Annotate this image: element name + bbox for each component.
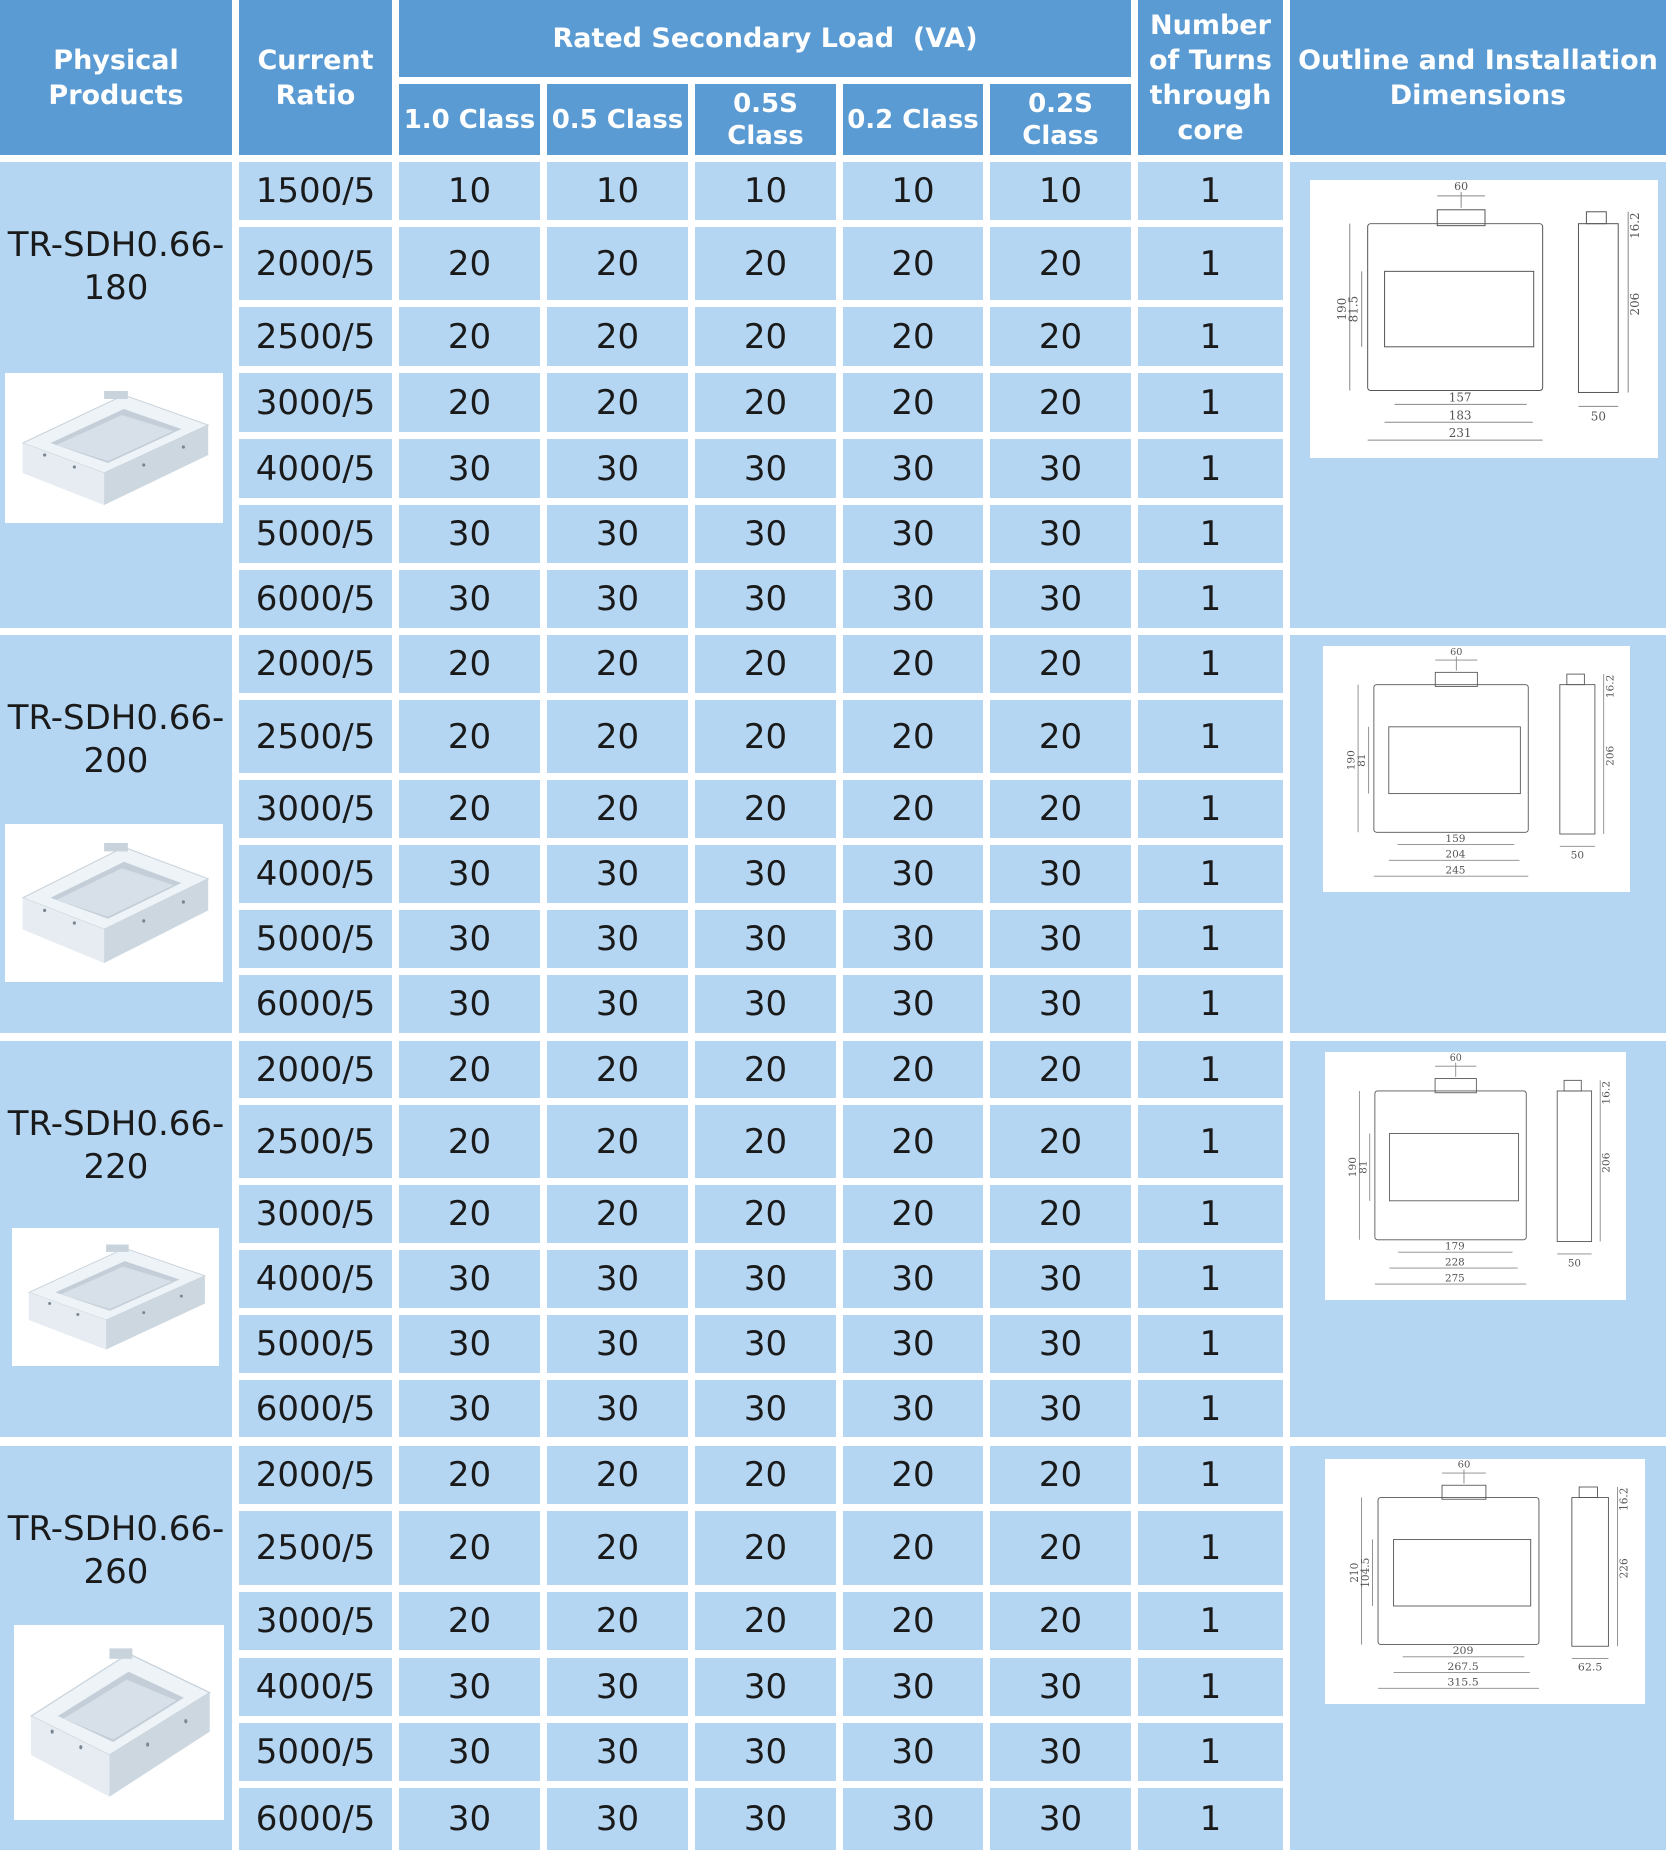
load-cell: 30 [843, 910, 983, 968]
load-cell: 30 [399, 845, 540, 903]
load-cell: 20 [399, 635, 540, 693]
header-text-line: 0.5S [733, 88, 798, 119]
load-cell: 30 [843, 439, 983, 498]
svg-text:179: 179 [1445, 1240, 1465, 1253]
current-ratio-cell: 2000/5 [239, 635, 392, 693]
load-cell: 30 [547, 505, 688, 563]
turns-cell: 1 [1138, 1592, 1283, 1650]
load-cell: 20 [843, 1041, 983, 1098]
load-cell: 20 [399, 1041, 540, 1098]
load-cell: 30 [990, 975, 1131, 1033]
load-cell: 30 [695, 570, 836, 628]
product-name [0, 224, 232, 310]
load-cell: 30 [547, 1723, 688, 1781]
header-text-line: Outline and Installation [1298, 44, 1658, 76]
load-cell: 30 [843, 1658, 983, 1716]
current-ratio-cell: 3000/5 [239, 1185, 392, 1243]
load-cell: 30 [990, 1723, 1131, 1781]
load-cell: 30 [695, 1723, 836, 1781]
svg-text:190: 190 [1347, 1157, 1359, 1178]
load-cell: 20 [695, 307, 836, 366]
svg-text:60: 60 [1450, 646, 1463, 658]
load-cell: 20 [990, 227, 1131, 300]
current-ratio-cell: 3000/5 [239, 780, 392, 838]
current-ratio-cell: 5000/5 [239, 910, 392, 968]
current-ratio-cell: 2000/5 [239, 1446, 392, 1504]
header-class-4 [990, 84, 1131, 155]
product-name-line: 200 [83, 741, 149, 781]
load-cell: 20 [695, 1446, 836, 1504]
header-text-line: Physical [53, 44, 179, 76]
load-cell: 20 [843, 373, 983, 432]
product-name-line: TR-SDH0.66- [7, 225, 225, 265]
load-cell: 30 [843, 845, 983, 903]
load-cell: 20 [990, 1105, 1131, 1178]
svg-text:16.2: 16.2 [1628, 212, 1643, 239]
turns-cell: 1 [1138, 1250, 1283, 1308]
load-cell: 20 [695, 1592, 836, 1650]
turns-cell: 1 [1138, 1041, 1283, 1098]
load-cell: 30 [990, 910, 1131, 968]
header-rated-secondary-load [399, 0, 1131, 77]
load-cell: 20 [547, 1592, 688, 1650]
current-ratio-cell: 3000/5 [239, 373, 392, 432]
header-text-line: Class [727, 120, 804, 151]
load-cell: 20 [547, 307, 688, 366]
load-cell: 30 [843, 975, 983, 1033]
turns-cell: 1 [1138, 910, 1283, 968]
load-cell: 20 [695, 227, 836, 300]
product-name-line: 260 [83, 1552, 149, 1592]
turns-cell: 1 [1138, 975, 1283, 1033]
svg-text:50: 50 [1590, 409, 1606, 424]
product-name [0, 697, 232, 783]
svg-text:16.2: 16.2 [1600, 1080, 1613, 1105]
svg-text:206: 206 [1600, 1152, 1613, 1173]
product-name-line: 220 [83, 1147, 149, 1187]
load-cell: 20 [695, 373, 836, 432]
load-cell: 20 [990, 1446, 1131, 1504]
turns-cell: 1 [1138, 1446, 1283, 1504]
load-cell: 30 [399, 505, 540, 563]
turns-cell: 1 [1138, 1511, 1283, 1585]
svg-text:315.5: 315.5 [1447, 1675, 1479, 1689]
load-cell: 30 [695, 1658, 836, 1716]
load-cell: 30 [399, 1315, 540, 1373]
current-ratio-cell: 1500/5 [239, 162, 392, 220]
current-ratio-cell: 2500/5 [239, 1105, 392, 1178]
load-cell: 20 [843, 1511, 983, 1585]
load-cell: 30 [843, 1788, 983, 1850]
turns-cell: 1 [1138, 635, 1283, 693]
load-cell: 20 [843, 635, 983, 693]
load-cell: 30 [547, 1315, 688, 1373]
load-cell: 20 [990, 1511, 1131, 1585]
load-cell: 20 [843, 1185, 983, 1243]
load-cell: 20 [695, 1511, 836, 1585]
current-ratio-cell: 2000/5 [239, 1041, 392, 1098]
load-cell: 20 [843, 1105, 983, 1178]
header-text-line: of Turns [1149, 44, 1272, 76]
svg-text:190: 190 [1334, 297, 1349, 321]
load-cell: 20 [695, 1041, 836, 1098]
load-cell: 30 [990, 570, 1131, 628]
load-cell: 30 [547, 1658, 688, 1716]
header-text-line: Current [257, 44, 374, 76]
load-cell: 30 [695, 845, 836, 903]
load-cell: 20 [547, 1105, 688, 1178]
turns-cell: 1 [1138, 1788, 1283, 1850]
load-cell: 20 [399, 1511, 540, 1585]
turns-cell: 1 [1138, 373, 1283, 432]
svg-text:245: 245 [1445, 864, 1466, 877]
load-cell: 20 [843, 227, 983, 300]
header-text-line: 0.2 Class [847, 104, 979, 135]
header-text-line: 0.5 Class [551, 104, 684, 135]
header-text [257, 43, 373, 113]
product-name [0, 1508, 232, 1594]
current-transformer-photo [14, 1625, 224, 1820]
load-cell: 20 [843, 700, 983, 773]
load-cell: 30 [399, 975, 540, 1033]
load-cell: 30 [990, 1788, 1131, 1850]
svg-text:209: 209 [1452, 1644, 1474, 1658]
load-cell: 20 [843, 780, 983, 838]
header-text-line: 0.2S [1028, 88, 1093, 119]
svg-text:157: 157 [1448, 390, 1472, 405]
load-cell: 20 [547, 1446, 688, 1504]
header-number-of-turns [1138, 0, 1283, 155]
current-ratio-cell: 3000/5 [239, 1592, 392, 1650]
load-cell: 30 [399, 439, 540, 498]
current-ratio-cell: 4000/5 [239, 1658, 392, 1716]
turns-cell: 1 [1138, 845, 1283, 903]
load-cell: 30 [695, 505, 836, 563]
load-cell: 20 [547, 1511, 688, 1585]
load-cell: 20 [843, 1592, 983, 1650]
svg-text:210: 210 [1347, 1562, 1361, 1583]
svg-text:159: 159 [1445, 832, 1466, 845]
turns-cell: 1 [1138, 1723, 1283, 1781]
header-physical-products [0, 0, 232, 155]
svg-text:204: 204 [1445, 848, 1466, 861]
current-ratio-cell: 5000/5 [239, 1723, 392, 1781]
svg-text:206: 206 [1604, 745, 1617, 766]
load-cell: 20 [399, 227, 540, 300]
load-cell: 20 [990, 700, 1131, 773]
load-cell: 20 [399, 700, 540, 773]
load-cell: 10 [399, 162, 540, 220]
header-text-line: Class [1022, 120, 1099, 151]
load-cell: 30 [990, 505, 1131, 563]
turns-cell: 1 [1138, 1185, 1283, 1243]
load-cell: 30 [695, 1250, 836, 1308]
header-text [1022, 88, 1099, 152]
svg-text:226: 226 [1617, 1558, 1631, 1579]
load-cell: 20 [990, 373, 1131, 432]
svg-text:16.2: 16.2 [1617, 1487, 1631, 1511]
header-text [48, 43, 183, 113]
turns-cell: 1 [1138, 1658, 1283, 1716]
header-text-line: 1.0 Class [403, 104, 536, 135]
outline-drawing [1325, 1459, 1645, 1704]
load-cell: 10 [843, 162, 983, 220]
svg-text:228: 228 [1445, 1256, 1465, 1269]
svg-text:206: 206 [1628, 292, 1643, 316]
load-cell: 20 [843, 1446, 983, 1504]
load-cell: 30 [990, 1250, 1131, 1308]
svg-text:16.2: 16.2 [1604, 674, 1617, 699]
load-cell: 30 [547, 910, 688, 968]
header-text [847, 104, 979, 136]
load-cell: 30 [547, 439, 688, 498]
load-cell: 20 [399, 1446, 540, 1504]
current-ratio-cell: 6000/5 [239, 1380, 392, 1437]
load-cell: 30 [843, 1380, 983, 1437]
svg-text:62.5: 62.5 [1577, 1660, 1603, 1674]
load-cell: 30 [695, 1788, 836, 1850]
load-cell: 30 [695, 910, 836, 968]
load-cell: 30 [399, 1788, 540, 1850]
header-text [1298, 43, 1658, 113]
header-text-line: Ratio [275, 79, 356, 111]
load-cell: 20 [547, 780, 688, 838]
header-class-0 [399, 84, 540, 155]
load-cell: 30 [990, 1658, 1131, 1716]
header-class-2 [695, 84, 836, 155]
outline-drawing [1323, 646, 1630, 892]
turns-cell: 1 [1138, 1380, 1283, 1437]
load-cell: 20 [547, 1041, 688, 1098]
load-cell: 20 [990, 1041, 1131, 1098]
load-cell: 20 [547, 227, 688, 300]
load-cell: 20 [990, 780, 1131, 838]
load-cell: 30 [990, 845, 1131, 903]
load-cell: 30 [695, 439, 836, 498]
current-ratio-cell: 5000/5 [239, 505, 392, 563]
turns-cell: 1 [1138, 570, 1283, 628]
load-cell: 30 [695, 975, 836, 1033]
load-cell: 20 [990, 1592, 1131, 1650]
load-cell: 30 [843, 570, 983, 628]
turns-cell: 1 [1138, 780, 1283, 838]
product-name [0, 1103, 232, 1189]
outline-drawing [1310, 180, 1658, 458]
load-cell: 30 [547, 1250, 688, 1308]
load-cell: 30 [695, 1380, 836, 1437]
load-cell: 30 [547, 1788, 688, 1850]
load-cell: 30 [547, 1380, 688, 1437]
load-cell: 20 [695, 1185, 836, 1243]
load-cell: 10 [990, 162, 1131, 220]
load-cell: 30 [990, 1380, 1131, 1437]
svg-text:183: 183 [1448, 408, 1472, 423]
product-name-line: TR-SDH0.66- [7, 1104, 225, 1144]
load-cell: 30 [399, 1380, 540, 1437]
load-cell: 30 [547, 570, 688, 628]
header-text-line: through [1149, 79, 1272, 111]
load-cell: 10 [547, 162, 688, 220]
header-text: Rated Secondary Load (VA) [552, 23, 978, 54]
svg-text:81: 81 [1357, 1160, 1370, 1174]
load-cell: 30 [547, 975, 688, 1033]
svg-text:231: 231 [1448, 426, 1472, 441]
current-ratio-cell: 4000/5 [239, 1250, 392, 1308]
load-cell: 20 [547, 373, 688, 432]
turns-cell: 1 [1138, 307, 1283, 366]
load-cell: 20 [695, 700, 836, 773]
svg-text:104.5: 104.5 [1358, 1557, 1372, 1588]
load-cell: 30 [399, 1658, 540, 1716]
load-cell: 30 [990, 1315, 1131, 1373]
turns-cell: 1 [1138, 227, 1283, 300]
load-cell: 10 [695, 162, 836, 220]
product-name-line: TR-SDH0.66- [7, 1509, 225, 1549]
header-text-line: Number [1150, 9, 1271, 41]
load-cell: 20 [547, 635, 688, 693]
header-text [727, 88, 804, 152]
current-transformer-photo [12, 1228, 219, 1366]
load-cell: 20 [843, 307, 983, 366]
current-ratio-cell: 5000/5 [239, 1315, 392, 1373]
load-cell: 20 [990, 307, 1131, 366]
turns-cell: 1 [1138, 505, 1283, 563]
header-text-line: Dimensions [1389, 79, 1567, 111]
current-ratio-cell: 6000/5 [239, 975, 392, 1033]
load-cell: 20 [399, 780, 540, 838]
load-cell: 20 [547, 1185, 688, 1243]
turns-cell: 1 [1138, 700, 1283, 773]
load-cell: 30 [399, 1723, 540, 1781]
load-cell: 30 [843, 505, 983, 563]
current-ratio-cell: 2500/5 [239, 307, 392, 366]
load-cell: 30 [695, 1315, 836, 1373]
header-text-line: Products [48, 79, 184, 111]
current-transformer-photo [5, 824, 223, 982]
svg-text:81.5: 81.5 [1346, 295, 1361, 323]
turns-cell: 1 [1138, 162, 1283, 220]
svg-text:50: 50 [1567, 1257, 1581, 1270]
product-name-line: 180 [83, 268, 149, 308]
load-cell: 30 [399, 910, 540, 968]
header-text [552, 104, 684, 136]
load-cell: 30 [547, 845, 688, 903]
load-cell: 30 [843, 1723, 983, 1781]
load-cell: 20 [547, 700, 688, 773]
current-ratio-cell: 4000/5 [239, 845, 392, 903]
svg-text:275: 275 [1445, 1272, 1465, 1285]
turns-cell: 1 [1138, 1315, 1283, 1373]
svg-text:60: 60 [1454, 180, 1469, 193]
current-ratio-cell: 2500/5 [239, 1511, 392, 1585]
load-cell: 20 [990, 635, 1131, 693]
load-cell: 30 [399, 570, 540, 628]
load-cell: 20 [695, 780, 836, 838]
header-current-ratio [239, 0, 392, 155]
load-cell: 20 [399, 1105, 540, 1178]
load-cell: 20 [695, 635, 836, 693]
load-cell: 30 [843, 1315, 983, 1373]
load-cell: 20 [399, 1185, 540, 1243]
load-cell: 20 [695, 1105, 836, 1178]
header-text-line: core [1177, 114, 1244, 146]
load-cell: 20 [399, 1592, 540, 1650]
load-cell: 30 [990, 439, 1131, 498]
header-class-1 [547, 84, 688, 155]
turns-cell: 1 [1138, 1105, 1283, 1178]
header-text [404, 104, 536, 136]
load-cell: 20 [399, 373, 540, 432]
load-cell: 30 [843, 1250, 983, 1308]
current-ratio-cell: 2500/5 [239, 700, 392, 773]
current-ratio-cell: 2000/5 [239, 227, 392, 300]
outline-drawing [1325, 1052, 1626, 1300]
svg-text:81: 81 [1356, 753, 1369, 767]
turns-cell: 1 [1138, 439, 1283, 498]
current-ratio-cell: 6000/5 [239, 570, 392, 628]
current-ratio-cell: 4000/5 [239, 439, 392, 498]
svg-text:60: 60 [1457, 1459, 1471, 1471]
svg-text:60: 60 [1449, 1052, 1462, 1064]
current-transformer-photo [5, 373, 223, 523]
svg-text:50: 50 [1570, 849, 1585, 862]
current-ratio-cell: 6000/5 [239, 1788, 392, 1850]
load-cell: 30 [399, 1250, 540, 1308]
product-name-line: TR-SDH0.66- [7, 698, 225, 738]
header-text [1149, 8, 1272, 148]
svg-text:190: 190 [1345, 750, 1358, 771]
svg-text:267.5: 267.5 [1447, 1660, 1479, 1673]
header-class-3 [843, 84, 983, 155]
load-cell: 20 [399, 307, 540, 366]
header-outline-dimensions [1290, 0, 1666, 155]
load-cell: 20 [990, 1185, 1131, 1243]
